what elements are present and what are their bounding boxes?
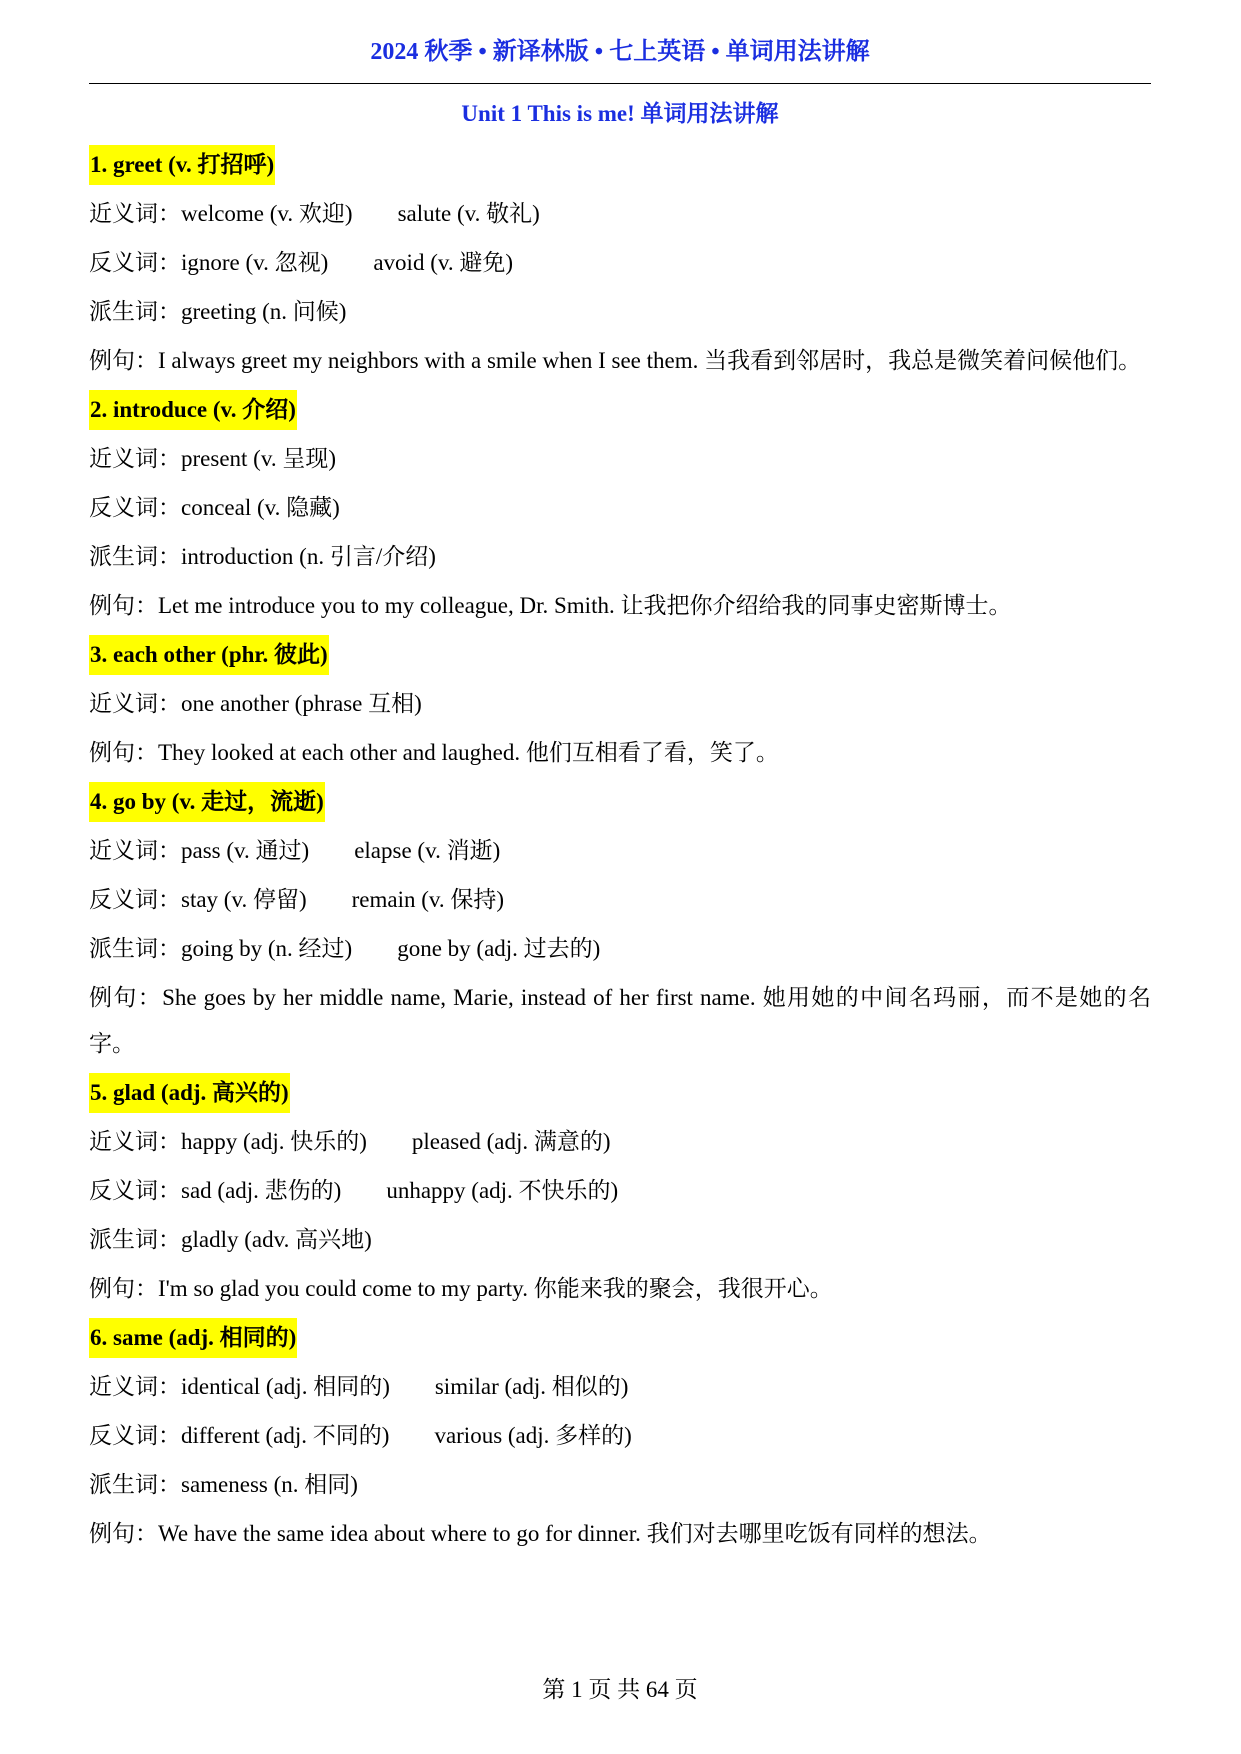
header-divider	[89, 83, 1151, 84]
antonym-item: remain (v. 保持)	[351, 887, 505, 912]
antonyms-label: 反义词：	[89, 250, 181, 275]
derivative-item: greeting (n. 问候)	[181, 299, 347, 324]
page-number: 第 1 页 共 64 页	[542, 1677, 698, 1702]
vocab-entry-each-other	[89, 630, 1151, 777]
entry-heading: 2. introduce (v. 介绍)	[89, 390, 297, 430]
page-header-title: 2024 秋季 • 新译林版 • 七上英语 • 单词用法讲解	[370, 39, 870, 65]
derivatives-label: 派生词：	[89, 936, 181, 961]
vocabulary-list	[89, 140, 1151, 1558]
antonyms-line	[89, 1166, 1151, 1215]
example-label: 例句：	[89, 1276, 158, 1301]
synonyms-line	[89, 826, 1151, 875]
example-text: I'm so glad you could come to my party. 你能来我的聚会，我很开心。	[158, 1276, 833, 1301]
synonym-item: happy (adj. 快乐的)	[181, 1129, 367, 1154]
synonyms-line	[89, 189, 1151, 238]
antonym-item: sad (adj. 悲伤的)	[181, 1178, 342, 1203]
vocab-entry-introduce	[89, 385, 1151, 630]
example-label: 例句：	[89, 1521, 158, 1546]
example-label: 例句：	[89, 740, 158, 765]
antonym-item: ignore (v. 忽视)	[181, 250, 329, 275]
entry-heading: 5. glad (adj. 高兴的)	[89, 1073, 290, 1113]
synonyms-line	[89, 1117, 1151, 1166]
synonyms-label: 近义词：	[89, 1374, 181, 1399]
synonym-item: salute (v. 敬礼)	[397, 201, 540, 226]
example-label: 例句：	[89, 593, 158, 618]
synonym-item: identical (adj. 相同的)	[181, 1374, 390, 1399]
antonym-item: conceal (v. 隐藏)	[181, 495, 340, 520]
antonym-item: avoid (v. 避免)	[373, 250, 514, 275]
derivatives-line	[89, 924, 1151, 973]
example-sentence	[89, 581, 1151, 630]
example-text: We have the same idea about where to go for dinner. 我们对去哪里吃饭有同样的想法。	[158, 1521, 992, 1546]
example-sentence	[89, 1509, 1151, 1558]
vocab-entry-go-by	[89, 777, 1151, 1067]
synonym-item: elapse (v. 消逝)	[354, 838, 501, 863]
antonyms-line	[89, 875, 1151, 924]
antonym-item: unhappy (adj. 不快乐的)	[386, 1178, 619, 1203]
antonyms-label: 反义词：	[89, 1178, 181, 1203]
vocab-entry-greet	[89, 140, 1151, 384]
example-text: I always greet my neighbors with a smile when I see them. 当我看到邻居时，我总是微笑着问候他们。	[158, 348, 1142, 373]
example-sentence	[89, 975, 1151, 1067]
synonyms-line	[89, 434, 1151, 483]
antonym-item: stay (v. 停留)	[181, 887, 307, 912]
antonym-item: different (adj. 不同的)	[181, 1423, 390, 1448]
entry-heading: 1. greet (v. 打招呼)	[89, 145, 275, 185]
example-text: Let me introduce you to my colleague, Dr. Smith. 让我把你介绍给我的同事史密斯博士。	[158, 593, 1012, 618]
synonyms-label: 近义词：	[89, 1129, 181, 1154]
synonym-item: one another (phrase 互相)	[181, 691, 422, 716]
antonyms-label: 反义词：	[89, 495, 181, 520]
synonym-item: present (v. 呈现)	[181, 446, 336, 471]
derivatives-line	[89, 287, 1151, 336]
derivative-item: sameness (n. 相同)	[181, 1472, 358, 1497]
entry-heading: 6. same (adj. 相同的)	[89, 1318, 297, 1358]
derivatives-label: 派生词：	[89, 544, 181, 569]
synonyms-label: 近义词：	[89, 446, 181, 471]
vocab-entry-same	[89, 1313, 1151, 1558]
derivative-item: gladly (adv. 高兴地)	[181, 1227, 372, 1252]
synonyms-label: 近义词：	[89, 691, 181, 716]
antonyms-label: 反义词：	[89, 887, 181, 912]
derivatives-label: 派生词：	[89, 1472, 181, 1497]
antonyms-label: 反义词：	[89, 1423, 181, 1448]
example-text: They looked at each other and laughed. 他们互相看了看，笑了。	[158, 740, 779, 765]
vocab-entry-glad	[89, 1068, 1151, 1313]
derivatives-line	[89, 532, 1151, 581]
synonym-item: welcome (v. 欢迎)	[181, 201, 353, 226]
synonyms-label: 近义词：	[89, 201, 181, 226]
antonyms-line	[89, 1411, 1151, 1460]
example-label: 例句：	[89, 985, 163, 1010]
example-sentence	[89, 1264, 1151, 1313]
example-sentence	[89, 338, 1151, 384]
antonyms-line	[89, 483, 1151, 532]
synonym-item: pleased (adj. 满意的)	[411, 1129, 611, 1154]
derivative-item: going by (n. 经过)	[181, 936, 353, 961]
example-sentence	[89, 728, 1151, 777]
synonyms-line	[89, 1362, 1151, 1411]
antonyms-line	[89, 238, 1151, 287]
synonyms-label: 近义词：	[89, 838, 181, 863]
example-text: She goes by her middle name, Marie, instead of her first name. 她用她的中间名玛丽，而不是她的名字。	[89, 985, 1151, 1056]
derivatives-line	[89, 1460, 1151, 1509]
entry-heading: 4. go by (v. 走过，流逝)	[89, 782, 325, 822]
example-label: 例句：	[89, 348, 158, 373]
derivatives-label: 派生词：	[89, 1227, 181, 1252]
entry-heading: 3. each other (phr. 彼此)	[89, 635, 329, 675]
derivative-item: introduction (n. 引言/介绍)	[181, 544, 436, 569]
unit-title: Unit 1 This is me! 单词用法讲解	[461, 101, 779, 126]
derivatives-label: 派生词：	[89, 299, 181, 324]
synonyms-line	[89, 679, 1151, 728]
synonym-item: similar (adj. 相似的)	[434, 1374, 629, 1399]
derivatives-line	[89, 1215, 1151, 1264]
derivative-item: gone by (adj. 过去的)	[397, 936, 601, 961]
synonym-item: pass (v. 通过)	[181, 838, 310, 863]
antonym-item: various (adj. 多样的)	[434, 1423, 632, 1448]
